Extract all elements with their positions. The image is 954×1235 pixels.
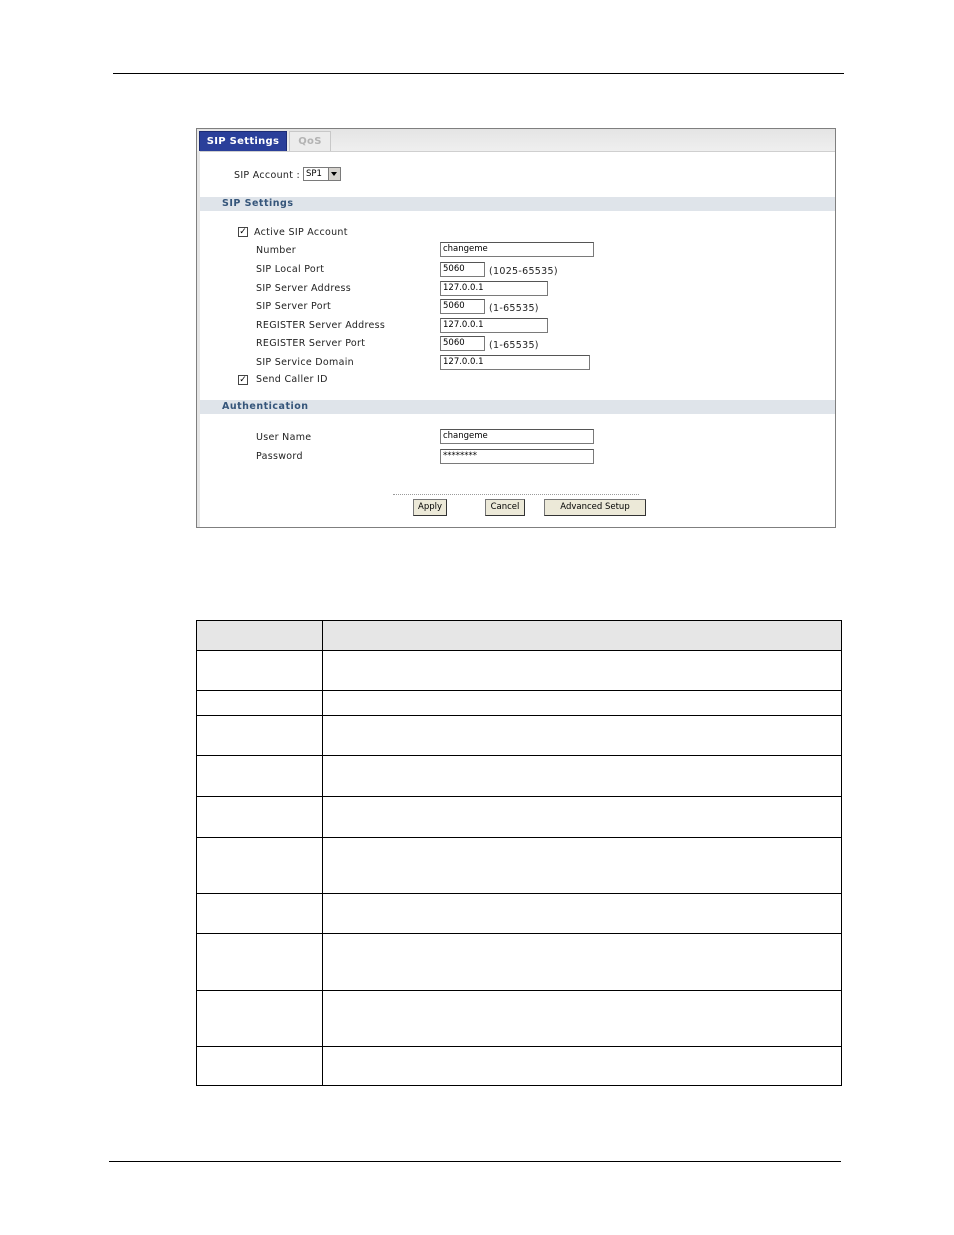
- check-icon: ✓: [239, 375, 247, 385]
- sip-service-domain-label: SIP Service Domain: [256, 357, 354, 368]
- table-row-divider: [197, 837, 841, 838]
- footer-rule: [109, 1161, 841, 1162]
- password-field[interactable]: ********: [440, 449, 594, 464]
- table-row-divider: [197, 796, 841, 797]
- authentication-section-title: Authentication: [222, 401, 309, 412]
- table-row-divider: [197, 1046, 841, 1047]
- active-sip-account-label: Active SIP Account: [254, 227, 348, 238]
- table-row-divider: [197, 690, 841, 691]
- sip-local-port-label: SIP Local Port: [256, 264, 325, 275]
- active-sip-account-checkbox[interactable]: [238, 227, 248, 237]
- sip-settings-section-header: [200, 197, 835, 211]
- table-row-divider: [197, 933, 841, 934]
- advanced-setup-button[interactable]: Advanced Setup: [544, 499, 646, 516]
- authentication-section-header: [200, 400, 835, 414]
- sip-server-port-range: (1-65535): [489, 303, 539, 314]
- sip-settings-section-title: SIP Settings: [222, 198, 294, 209]
- sip-local-port-range: (1025-65535): [489, 266, 558, 277]
- button-divider: [393, 494, 639, 495]
- table-row-divider: [197, 715, 841, 716]
- sip-settings-screenshot: [196, 128, 836, 528]
- sip-local-port-field[interactable]: 5060: [440, 262, 485, 277]
- apply-button[interactable]: Apply: [413, 499, 447, 516]
- table-row-divider: [197, 893, 841, 894]
- sip-service-domain-field[interactable]: 127.0.0.1: [440, 355, 590, 370]
- chevron-down-icon[interactable]: [328, 168, 340, 180]
- password-label: Password: [256, 451, 303, 462]
- send-caller-id-label: Send Caller ID: [256, 374, 328, 385]
- description-table: [196, 620, 842, 1086]
- sip-server-address-field[interactable]: 127.0.0.1: [440, 281, 548, 296]
- register-server-port-field[interactable]: 5060: [440, 336, 485, 351]
- user-name-field[interactable]: changeme: [440, 429, 594, 444]
- sip-server-port-label: SIP Server Port: [256, 301, 332, 312]
- table-row-divider: [197, 990, 841, 991]
- cancel-button[interactable]: Cancel: [485, 499, 525, 516]
- register-server-address-label: REGISTER Server Address: [256, 320, 386, 331]
- sip-account-value: SP1: [306, 169, 322, 179]
- table-row-divider: [197, 755, 841, 756]
- send-caller-id-checkbox[interactable]: [238, 375, 248, 385]
- sip-server-port-field[interactable]: 5060: [440, 299, 485, 314]
- register-server-port-label: REGISTER Server Port: [256, 338, 366, 349]
- tab-sip-settings[interactable]: SIP Settings: [199, 131, 287, 151]
- sip-account-label: SIP Account :: [234, 170, 301, 181]
- number-label: Number: [256, 245, 296, 256]
- check-icon: ✓: [239, 227, 247, 237]
- register-server-port-range: (1-65535): [489, 340, 539, 351]
- table-header-row: [197, 621, 841, 651]
- tab-bar: [197, 129, 835, 152]
- sip-account-select[interactable]: [303, 167, 341, 181]
- user-name-label: User Name: [256, 432, 312, 443]
- table-row-divider: [197, 650, 841, 651]
- register-server-address-field[interactable]: 127.0.0.1: [440, 318, 548, 333]
- tab-qos[interactable]: QoS: [289, 131, 331, 151]
- number-field[interactable]: changeme: [440, 242, 594, 257]
- sip-server-address-label: SIP Server Address: [256, 283, 351, 294]
- header-rule: [113, 73, 844, 74]
